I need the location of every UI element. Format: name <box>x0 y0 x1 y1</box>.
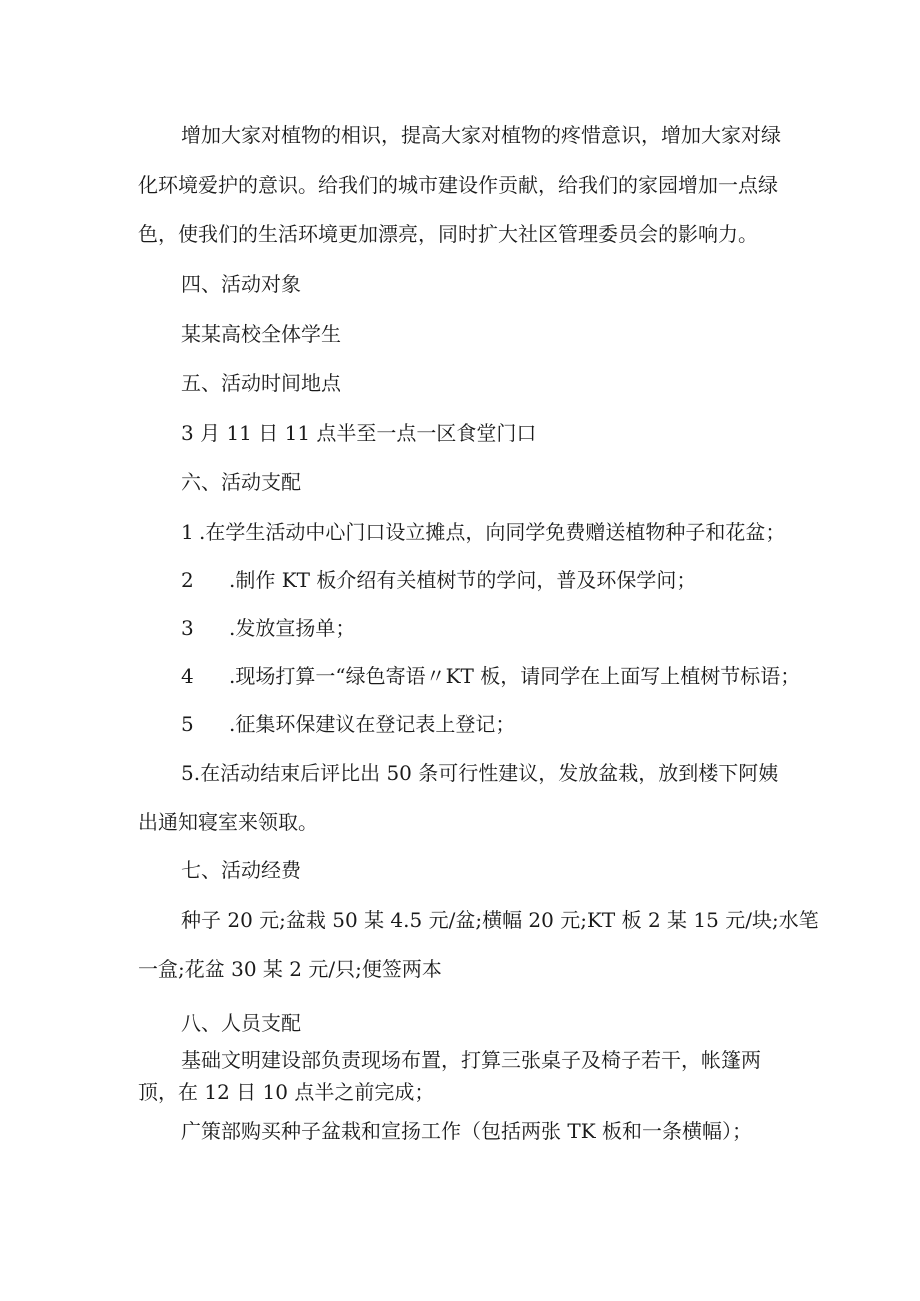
list-item-number: 5 <box>181 712 194 736</box>
section-5-heading: 五、活动时间地点 <box>181 371 341 395</box>
list-item-number: 4 <box>181 664 194 688</box>
section-7-heading: 七、活动经费 <box>181 858 301 882</box>
list-item <box>181 568 696 592</box>
section-5-body: 3 月 11 日 11 点半至一点一区食堂门口 <box>181 421 537 445</box>
list-item <box>181 664 800 688</box>
list-item-text: .制作 KT 板介绍有关植树节的学问，普及环保学问； <box>229 568 697 592</box>
list-item-text: .征集环保建议在登记表上登记； <box>229 712 516 736</box>
list-item-text: .现场打算一“绿色寄语〃KT 板，请同学在上面写上植树节标语； <box>229 664 801 688</box>
section-8-para-1-line-1: 基础文明建设部负责现场布置，打算三张桌子及椅子若干，帐篷两 <box>181 1048 761 1072</box>
section-6-item-6-line-2: 出通知寝室来领取。 <box>138 810 318 834</box>
list-item-number: 1 <box>181 520 194 544</box>
section-6-item-6-line-1: 5.在活动结束后评比出 50 条可行性建议，发放盆栽，放到楼下阿姨 <box>181 761 779 785</box>
section-6-heading: 六、活动支配 <box>181 470 301 494</box>
section-4-heading: 四、活动对象 <box>181 272 301 296</box>
section-8-para-2: 广策部购买种子盆栽和宣扬工作（包括两张 TK 板和一条横幅）； <box>181 1119 752 1143</box>
section-7-line-2: 一盒;花盆 30 某 2 元/只;便签两本 <box>138 957 442 981</box>
list-item <box>181 616 355 640</box>
section-8-heading: 八、人员支配 <box>181 1011 301 1035</box>
section-7-line-1: 种子 20 元;盆栽 50 某 4.5 元/盆;横幅 20 元;KT 板 2 某 15 元/块;水笔 <box>181 908 819 932</box>
intro-line-1: 增加大家对植物的相识，提高大家对植物的疼惜意识，增加大家对绿 <box>181 123 781 147</box>
list-item <box>181 520 785 544</box>
list-item <box>181 712 515 736</box>
intro-line-2: 化环境爱护的意识。给我们的城市建设作贡献，给我们的家园增加一点绿 <box>138 173 778 197</box>
intro-line-3: 色，使我们的生活环境更加漂亮，同时扩大社区管理委员会的影响力。 <box>138 222 758 246</box>
section-8-para-1-line-2: 顶，在 12 日 10 点半之前完成； <box>138 1080 435 1104</box>
list-item-number: 2 <box>181 568 194 592</box>
list-item-number: 3 <box>181 616 194 640</box>
section-4-body: 某某高校全体学生 <box>181 322 341 346</box>
list-item-text: .在学生活动中心门口设立摊点，向同学免费赠送植物种子和花盆； <box>199 520 786 544</box>
list-item-text: .发放宣扬单； <box>229 616 356 640</box>
